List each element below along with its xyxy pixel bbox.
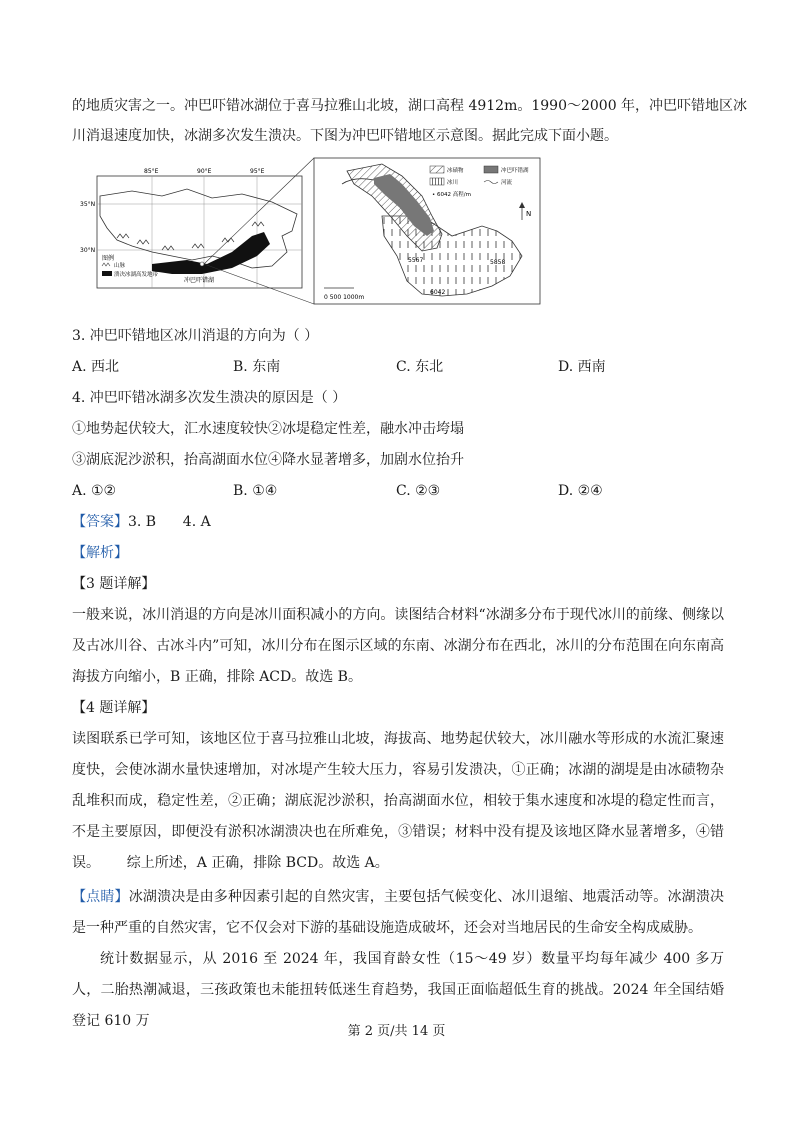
legend-title: 图例	[102, 255, 115, 262]
scale-label: 0 500 1000m	[324, 294, 365, 301]
q3-option-d: D. 西南	[558, 359, 606, 375]
q4-option-c: C. ②③	[396, 483, 441, 499]
legend-mountain: 山脉	[114, 263, 126, 269]
q4-option-a: A. ①②	[72, 483, 117, 499]
figure-map	[80, 156, 592, 306]
q4-option-d: D. ②④	[558, 483, 603, 499]
d3-label: 【3 题详解】	[72, 576, 156, 592]
q4-statement-1: ①地势起伏较大，汇水速度较快②冰堤稳定性差，融水冲击垮塌	[72, 421, 464, 437]
lon-85: 85°E	[144, 168, 159, 175]
analysis-label: 【解析】	[72, 545, 128, 561]
d3-text: 一般来说，冰川消退的方向是冰川面积减小的方向。读图结合材料“冰湖多分布于现代冰川的前缘、侧缘以及古冰川谷、古冰斗内”可知，冰川分布在图示区域的东南、冰湖分布在西北，冰川的分布范围在向东南高海拔方向缩小，B 正确，排除 ACD。故选 B。	[72, 607, 724, 685]
q4-option-b: B. ①④	[233, 483, 278, 499]
elev-5567: 5567	[408, 257, 424, 264]
q4-stem: 4. 冲巴吓错冰湖多次发生溃决的原因是（ ）	[72, 390, 347, 406]
overview-map	[80, 168, 302, 288]
q3-option-a: A. 西北	[72, 359, 120, 375]
dianjing-block	[72, 882, 724, 944]
elev-5858: 5858	[490, 259, 506, 266]
next-passage: 统计数据显示，从 2016 至 2024 年，我国育龄女性（15～49 岁）数量平均每年减少 400 多万人，二胎热潮减退，三孩政策也未能扭转低迷生育趋势，我国正面临超低生育的挑战。2024 年全国结婚登记 610 万	[72, 951, 724, 1029]
q3-stem: 3. 冲巴吓错地区冰川消退的方向为（ ）	[72, 328, 319, 344]
answer-line	[72, 512, 211, 532]
legend-lake: 冲巴吓错湖	[501, 168, 529, 174]
legend-river: 河流	[501, 180, 513, 186]
d4-label: 【4 题详解】	[72, 700, 156, 716]
dianjing-text: 冰湖溃决是由多种因素引起的自然灾害，主要包括气候变化、冰川退缩、地震活动等。冰湖溃决是一种严重的自然灾害，它不仅会对下游的基础设施造成破坏，还会对当地居民的生命安全构成威胁。	[72, 889, 725, 936]
dianjing-label: 【点睛】	[72, 889, 129, 905]
page-footer: 第 2 页/共 14 页	[347, 1024, 446, 1039]
lon-90: 90°E	[197, 168, 212, 175]
q4-statement-2: ③湖底泥沙淤积，抬高湖面水位④降水显著增多，加剧水位抬升	[72, 452, 464, 468]
legend-elevation: • 6042 高程/m	[432, 192, 471, 198]
legend-glacier: 冰川	[447, 180, 459, 186]
legend-moraine: 冰碛物	[447, 168, 464, 174]
intro-line-2: 川消退速度加快，冰湖多次发生溃决。下图为冲巴吓错地区示意图。据此完成下面小题。	[72, 128, 618, 144]
q3-option-b: B. 东南	[233, 359, 281, 375]
elev-6042: 6042	[430, 289, 446, 296]
intro-line-1: 的地质灾害之一。冲巴吓错冰湖位于喜马拉雅山北坡，湖口高程 4912m。1990～2000 年，冲巴吓错地区冰	[72, 98, 748, 114]
lat-35: 35°N	[80, 201, 96, 208]
legend-hazard: 溃决冰湖高发地带	[114, 272, 159, 278]
legend-hazard-swatch	[102, 271, 112, 276]
q3-option-c: C. 东北	[396, 359, 444, 375]
lon-95: 95°E	[250, 168, 265, 175]
d4-text: 读图联系已学可知，该地区位于喜马拉雅山北坡，海拔高、地势起伏较大，冰川融水等形成的水流汇聚速度快，会使冰湖水量快速增加，对冰堤产生较大压力，容易引发溃决，①正确；冰湖的湖堤是由冰碛物杂乱堆积而成，稳定性差，②正确；湖底泥沙淤积，抬高湖面水位，相较于集水速度和冰堤的稳定性而言，不是主要原因，即便没有淤积冰湖溃决也在所难免，③错误；材料中没有提及该地区降水显著增多，④错误。 综上所述，A 正确，排除 BCD。故选 A。	[72, 731, 724, 871]
detail-map	[314, 158, 540, 304]
north-label: N	[526, 210, 532, 218]
answer-text: 3. B 4. A	[128, 514, 211, 530]
lake-label: 冲巴吓错湖	[184, 277, 215, 284]
lat-30: 30°N	[80, 247, 96, 254]
answer-label: 【答案】	[72, 514, 128, 530]
